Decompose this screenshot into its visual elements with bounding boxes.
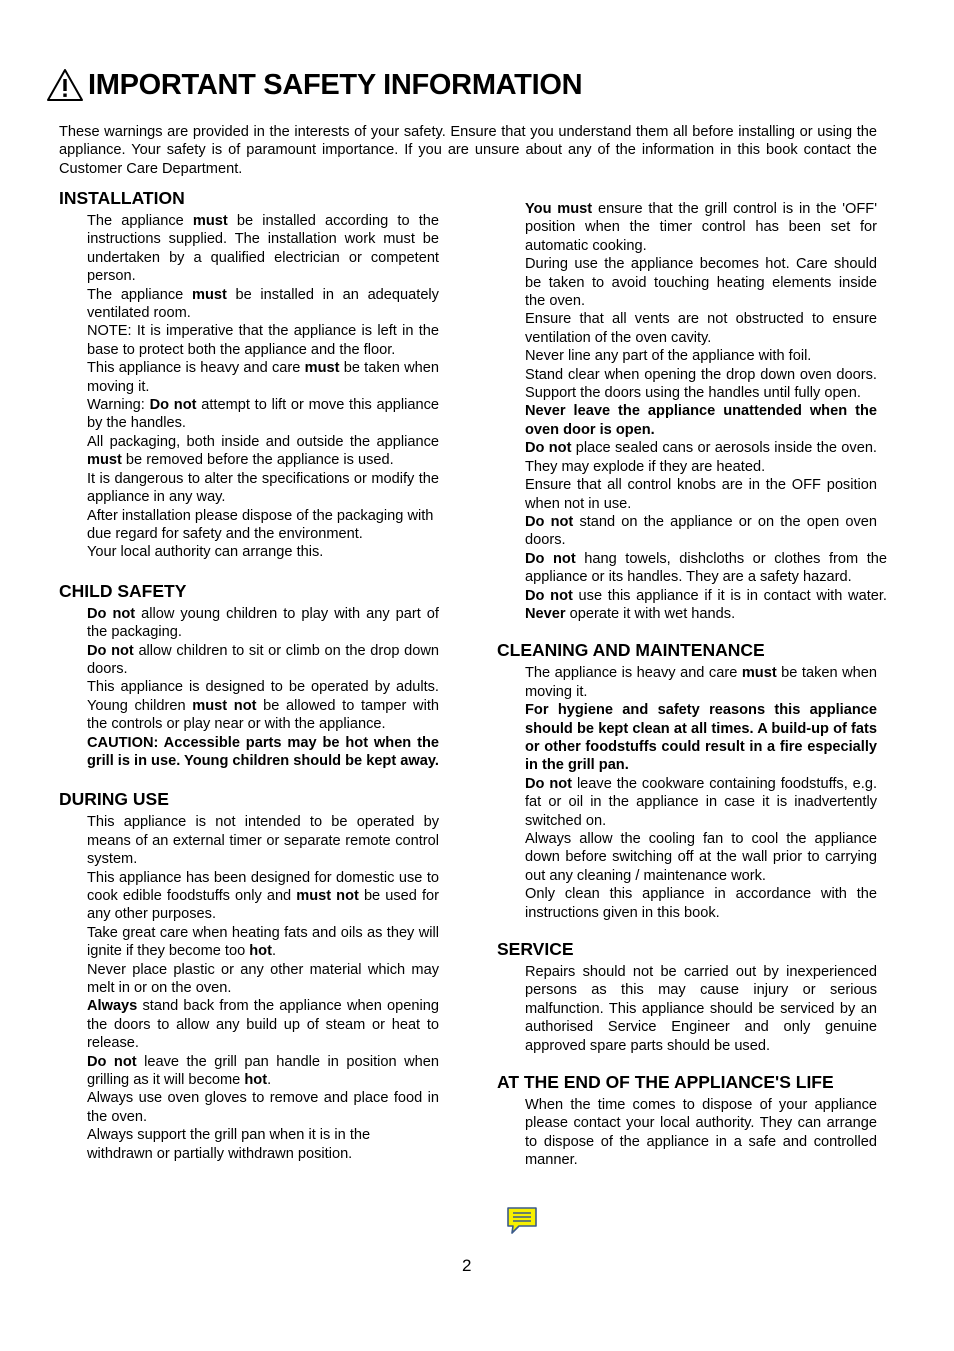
installation-paragraph: This appliance is heavy and care must be taken when moving it.: [87, 360, 439, 395]
during-use-paragraph: Do not leave the grill pan handle in position when grilling as it will become hot.: [87, 1053, 439, 1089]
during-use-warning: Never leave the appliance unattended when the oven door is open.: [525, 403, 877, 438]
during-use-paragraph: Do not use this appliance if it is in contact with water. Never operate it with wet hands.: [525, 587, 887, 622]
installation-paragraph: It is dangerous to alter the specifications or modify the appliance in any way.: [87, 470, 439, 506]
during-use-paragraph: Never place plastic or any other material which may melt in or on the oven.: [87, 961, 439, 997]
cleaning-heading: CLEANING AND MAINTENANCE: [497, 640, 765, 661]
cleaning-paragraph: The appliance is heavy and care must be taken when moving it.: [525, 665, 877, 700]
during-use-paragraph: Always support the grill pan when it is in the withdrawn or partially withdrawn position.: [87, 1127, 371, 1162]
during-use-paragraph: Ensure that all vents are not obstructed to ensure ventilation of the oven cavity.: [525, 311, 877, 346]
page-number: 2: [462, 1256, 472, 1275]
end-of-life-paragraph: When the time comes to dispose of your appliance please contact your local authority. They can arrange to dispose of the appliance in a safe and controlled manner.: [525, 1097, 877, 1169]
during-use-continued: [525, 200, 887, 623]
end-of-life-heading: AT THE END OF THE APPLIANCE'S LIFE: [497, 1072, 834, 1093]
during-use-paragraph: Do not hang towels, dishcloths or clothes from the appliance or its handles. They are a safety hazard.: [525, 550, 888, 586]
installation-section: [59, 188, 439, 562]
during-use-paragraph: Always use oven gloves to remove and place food in the oven.: [87, 1090, 439, 1125]
intro-paragraph: These warnings are provided in the interests of your safety. Ensure that you understand them all before installing or using the appliance. Your safety is of paramount importance. If you are unsure about any of the information in this book contact the Customer Care Department.: [59, 124, 877, 177]
installation-paragraph: After installation please dispose of the packaging with due regard for safety and the environment.: [87, 507, 434, 542]
service-paragraph: Repairs should not be carried out by inexperienced persons as this may cause injury or serious malfunction. This appliance should be serviced by an authorised Service Engineer and only genuine approved spare parts should be used.: [525, 964, 877, 1054]
right-column: [497, 200, 887, 1170]
during-use-section: [59, 789, 439, 1163]
during-use-paragraph: Do not place sealed cans or aerosols inside the oven. They may explode if they are heated.: [525, 440, 877, 475]
during-use-paragraph: This appliance has been designed for domestic use to cook edible foodstuffs only and must not be used for any other purposes.: [87, 869, 439, 923]
during-use-paragraph: Do not stand on the appliance or on the open oven doors.: [525, 513, 877, 549]
cleaning-paragraph: Do not leave the cookware containing foodstuffs, e.g. fat or oil in the appliance in case it is inadvertently switched on.: [525, 775, 878, 829]
cleaning-paragraph: Only clean this appliance in accordance with the instructions given in this book.: [525, 886, 877, 921]
during-use-paragraph: During use the appliance becomes hot. Care should be taken to avoid touching heating elements inside the oven.: [525, 256, 877, 310]
installation-paragraph: The appliance must be installed according to the instructions supplied. The installation work must be undertaken by a qualified electrician or competent person.: [87, 213, 439, 285]
left-column: [59, 188, 439, 1163]
cleaning-section: [497, 640, 887, 922]
during-use-heading: DURING USE: [59, 789, 169, 810]
end-of-life-section: [497, 1072, 887, 1170]
installation-paragraph: Warning: Do not attempt to lift or move this appliance by the handles.: [87, 397, 439, 432]
child-safety-paragraph: Do not allow children to sit or climb on the drop down doors.: [87, 642, 439, 677]
service-heading: SERVICE: [497, 939, 574, 960]
cleaning-paragraph: Always allow the cooling fan to cool the appliance down before switching off at the wall prior to carrying out any cleaning / maintenance work.: [525, 831, 877, 884]
during-use-paragraph: Take great care when heating fats and oils as they will ignite if they become too hot.: [87, 924, 439, 960]
child-safety-caution: CAUTION: Accessible parts may be hot when the grill is in use. Young children should be kept away.: [87, 734, 439, 769]
child-safety-section: [59, 581, 439, 771]
during-use-paragraph: Ensure that all control knobs are in the OFF position when not in use.: [525, 477, 877, 512]
installation-paragraph: NOTE: It is imperative that the appliance is left in the base to protect both the appliance and the floor.: [87, 323, 439, 358]
service-section: [497, 939, 887, 1055]
during-use-paragraph: You must ensure that the grill control is in the 'OFF' position when the timer control has been set for automatic cooking.: [525, 201, 878, 254]
child-safety-heading: CHILD SAFETY: [59, 580, 187, 601]
warning-triangle-icon: [46, 68, 84, 102]
child-safety-paragraph: Do not allow young children to play with any part of the packaging.: [87, 605, 439, 641]
during-use-paragraph: This appliance is not intended to be operated by means of an external timer or separate remote control system.: [87, 814, 439, 868]
during-use-paragraph: Always stand back from the appliance when opening the doors to allow any build up of steam or heat to release.: [87, 998, 439, 1052]
page-title-row: [46, 68, 582, 102]
page-title: IMPORTANT SAFETY INFORMATION: [88, 68, 583, 101]
child-safety-paragraph: This appliance is designed to be operated by adults. Young children must not be allowed to tamper with the controls or play near or with the appliance.: [87, 679, 439, 733]
comment-note-icon[interactable]: [505, 1205, 539, 1235]
during-use-paragraph: Never line any part of the appliance with foil.: [525, 348, 812, 365]
installation-paragraph: The appliance must be installed in an adequately ventilated room.: [87, 286, 439, 322]
cleaning-warning: For hygiene and safety reasons this appliance should be kept clean at all times. A build-up of fats or other foodstuffs could result in a fire especially in the grill pan.: [525, 702, 877, 774]
installation-paragraph: All packaging, both inside and outside the appliance must be removed before the appliance is used.: [87, 433, 439, 469]
during-use-paragraph: Stand clear when opening the drop down oven doors. Support the doors using the handles until fully open.: [525, 366, 877, 402]
installation-paragraph: Your local authority can arrange this.: [87, 544, 324, 561]
installation-heading: INSTALLATION: [59, 188, 185, 208]
